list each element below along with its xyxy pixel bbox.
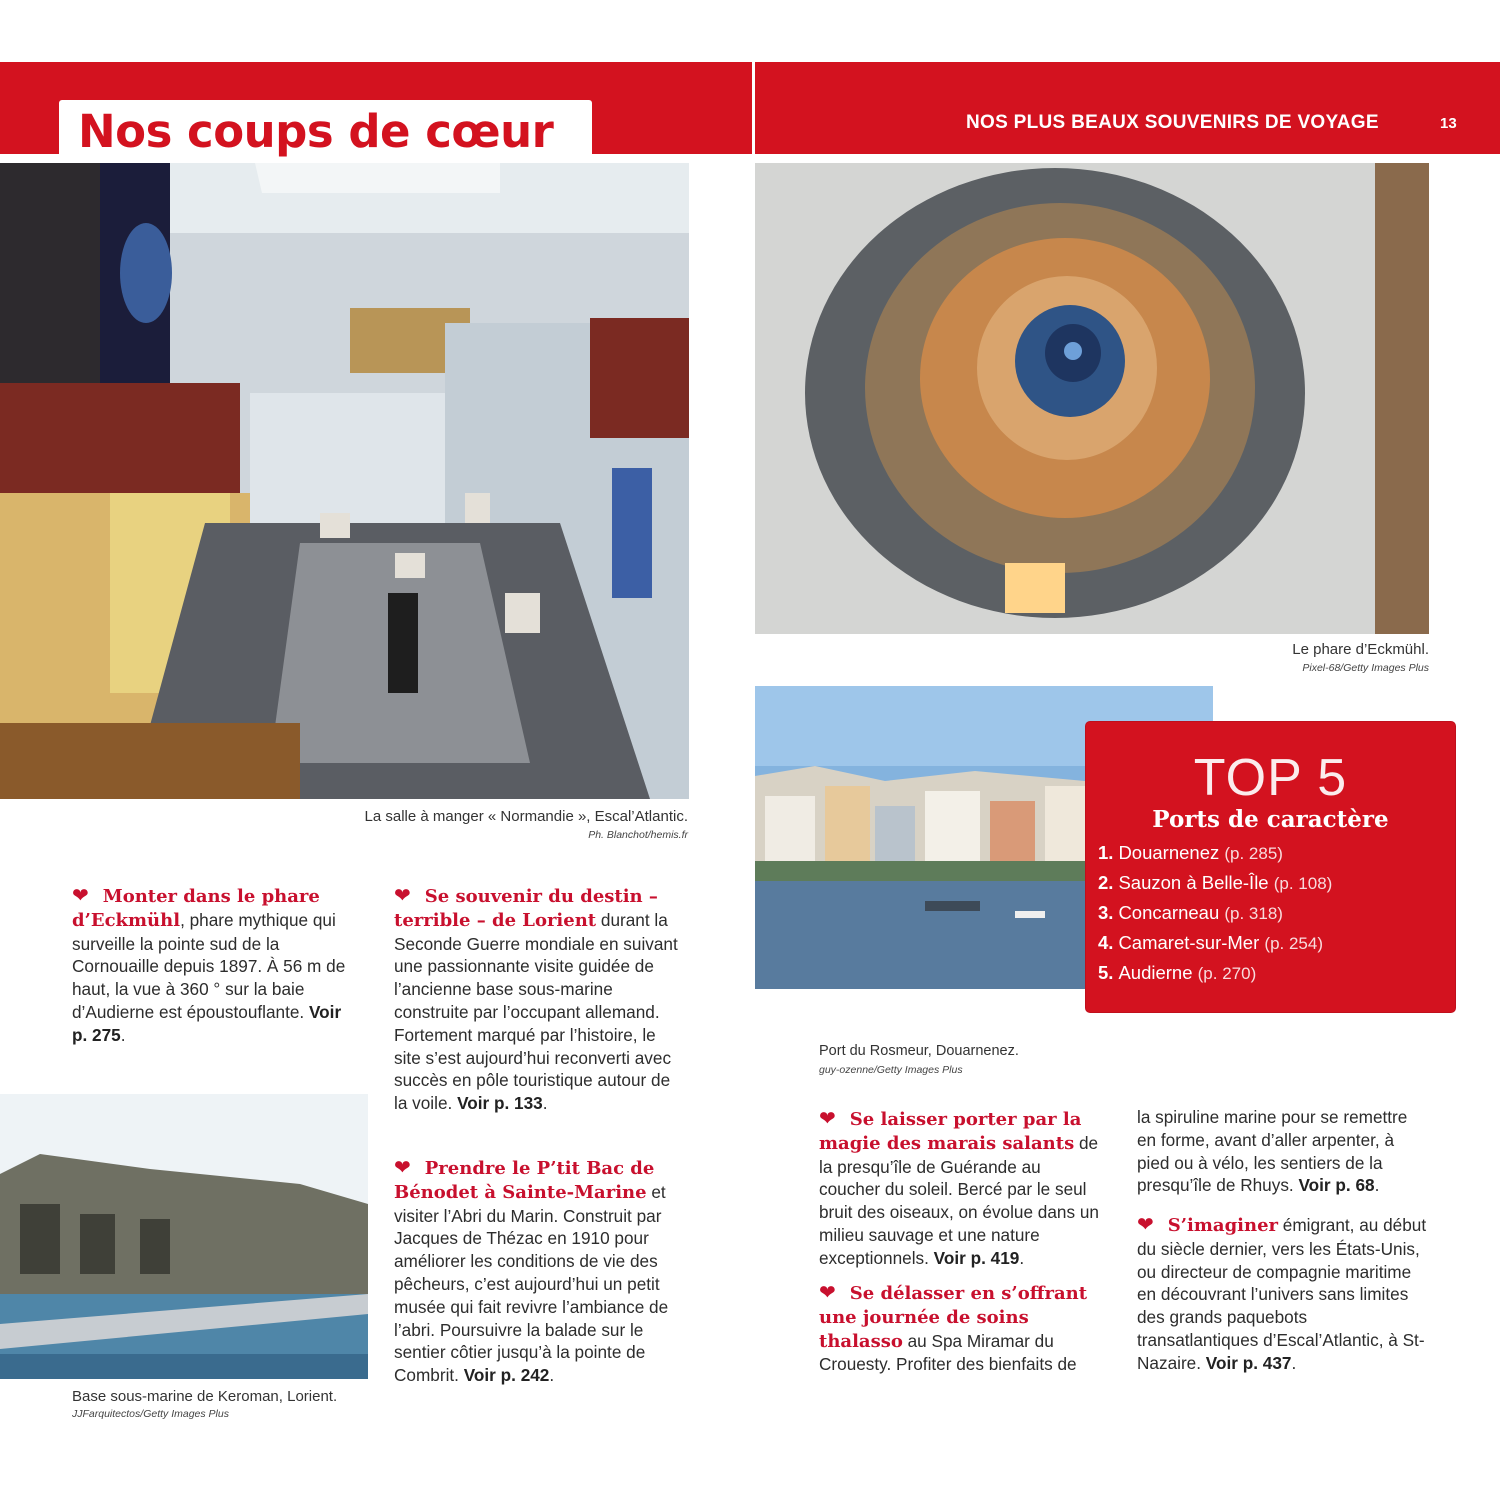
entry-heading: S’imaginer bbox=[1167, 1215, 1279, 1236]
page-reference: Voir p. 133 bbox=[457, 1093, 543, 1114]
top5-label: TOP 5 bbox=[1193, 749, 1348, 807]
top5-item: 4. Camaret-sur-Mer (p. 254) bbox=[1098, 932, 1323, 953]
page-number: 13 bbox=[1440, 115, 1457, 132]
lighthouse-credit: Pixel-68/Getty Images Plus bbox=[1302, 662, 1429, 674]
entry-heading: Se délasser en s’offrant une journée de soins thalasso bbox=[819, 1283, 1088, 1352]
heart-icon: ❤ bbox=[819, 1282, 836, 1304]
submarine-base-photo bbox=[0, 1094, 368, 1379]
port-caption: Port du Rosmeur, Douarnenez. bbox=[819, 1043, 1019, 1059]
museum-caption: La salle à manger « Normandie », Escal’Atlantic. bbox=[364, 808, 688, 825]
base-credit: JJFarquitectos/Getty Images Plus bbox=[72, 1408, 229, 1420]
page-reference: Voir p. 242 bbox=[463, 1365, 550, 1386]
page-reference: Voir p. 437 bbox=[1205, 1352, 1292, 1373]
heart-icon: ❤ bbox=[72, 885, 89, 907]
museum-photo bbox=[0, 163, 689, 799]
lighthouse-caption: Le phare d’Eckmühl. bbox=[1292, 641, 1429, 658]
entry-lorient: ❤ Se souvenir du destin – terrible – de Lorient durant la Seconde Guerre mondiale en suivant une passionnante visite guidée de l’ancienne base sous-marine construite par l’occupant allemand. Fortement marqué par l’histoire, le site s’est aujourd’hui reconverti avec succès en pôle touristique autour de la voile. Voir p. 133. bbox=[394, 885, 678, 1114]
top5-item: 3. Concarneau (p. 318) bbox=[1098, 902, 1283, 923]
top5-box bbox=[1086, 722, 1455, 1012]
entry-guerande: ❤ Se laisser porter par la magie des marais salants de la presqu’île de Guérande au coucher du soleil. Bercé par le seul bruit des oiseaux, on évolue dans un milieu sauvage et une nature exceptionnels. Voir p. 419. bbox=[819, 1108, 1099, 1268]
entry-heading: Se laisser porter par la magie des marais salants bbox=[819, 1109, 1082, 1154]
heart-icon: ❤ bbox=[394, 1157, 411, 1179]
entry-eckmuhl: ❤ Monter dans le phare d’Eckmühl, phare mythique qui surveille la pointe sud de la Cornouaille depuis 1897. À 56 m de haut, la vue à 360 ° sur la baie d’Audierne est époustouflante. Voir p. 275. bbox=[72, 885, 346, 1045]
entry-thalasso: ❤ Se délasser en s’offrant une journée de soins thalasso au Spa Miramar du Crouesty. Profiter des bienfaits de bbox=[819, 1282, 1088, 1375]
top5-item: 5. Audierne (p. 270) bbox=[1098, 962, 1257, 983]
heart-icon: ❤ bbox=[1137, 1214, 1154, 1236]
lighthouse-photo bbox=[755, 163, 1429, 634]
entry-heading: Monter dans le phare d’Eckmühl bbox=[72, 886, 320, 931]
page-reference: Voir p. 68 bbox=[1298, 1175, 1375, 1196]
header-band-right bbox=[755, 62, 1500, 154]
port-credit: guy-ozenne/Getty Images Plus bbox=[819, 1064, 963, 1076]
heart-icon: ❤ bbox=[394, 885, 411, 907]
museum-credit: Ph. Blanchot/hemis.fr bbox=[588, 829, 688, 841]
entry-benodet: ❤ Prendre le P’tit Bac de Bénodet à Sainte-Marine et visiter l’Abri du Marin. Construit par Jacques de Thézac en 1910 pour améliorer les conditions de vie des pêcheurs, c’est aujourd’hui un petit musée qui fait revivre l’ambiance de l’abri. Poursuivre la balade sur le sentier côtier jusqu’à la pointe de Combrit. Voir p. 242. bbox=[394, 1157, 669, 1386]
heart-icon: ❤ bbox=[819, 1108, 836, 1130]
page-reference: Voir p. 419 bbox=[933, 1247, 1020, 1268]
entry-thalasso-continued: la spiruline marine pour se remettre en forme, avant d’aller arpenter, à pied ou à vélo, les sentiers de la presqu’île de Rhuys. Voir p. 68. bbox=[1137, 1107, 1408, 1196]
top5-item: 2. Sauzon à Belle-Île (p. 108) bbox=[1098, 872, 1333, 893]
section-title: NOS PLUS BEAUX SOUVENIRS DE VOYAGE bbox=[966, 112, 1379, 133]
page-reference: Voir p. 275 bbox=[72, 1001, 342, 1045]
page-title: Nos coups de cœur bbox=[78, 105, 554, 158]
base-caption: Base sous-marine de Keroman, Lorient. bbox=[72, 1388, 338, 1405]
top5-item: 1. Douarnenez (p. 285) bbox=[1098, 842, 1283, 863]
top5-list bbox=[1098, 838, 1332, 988]
entry-heading: Se souvenir du destin – terrible – de Lorient bbox=[394, 886, 658, 931]
entry-heading: Prendre le P’tit Bac de Bénodet à Sainte-Marine bbox=[394, 1158, 655, 1203]
entry-escal-atlantic: ❤ S’imaginer émigrant, au début du siècle dernier, vers les États-Unis, ou directeur de compagnie maritime en découvrant l’univers sans limites des grands paquebots transatlantiques d’Escal’Atlantic, à St-Nazaire. Voir p. 437. bbox=[1137, 1214, 1427, 1373]
top5-title: Ports de caractère bbox=[1152, 806, 1389, 833]
